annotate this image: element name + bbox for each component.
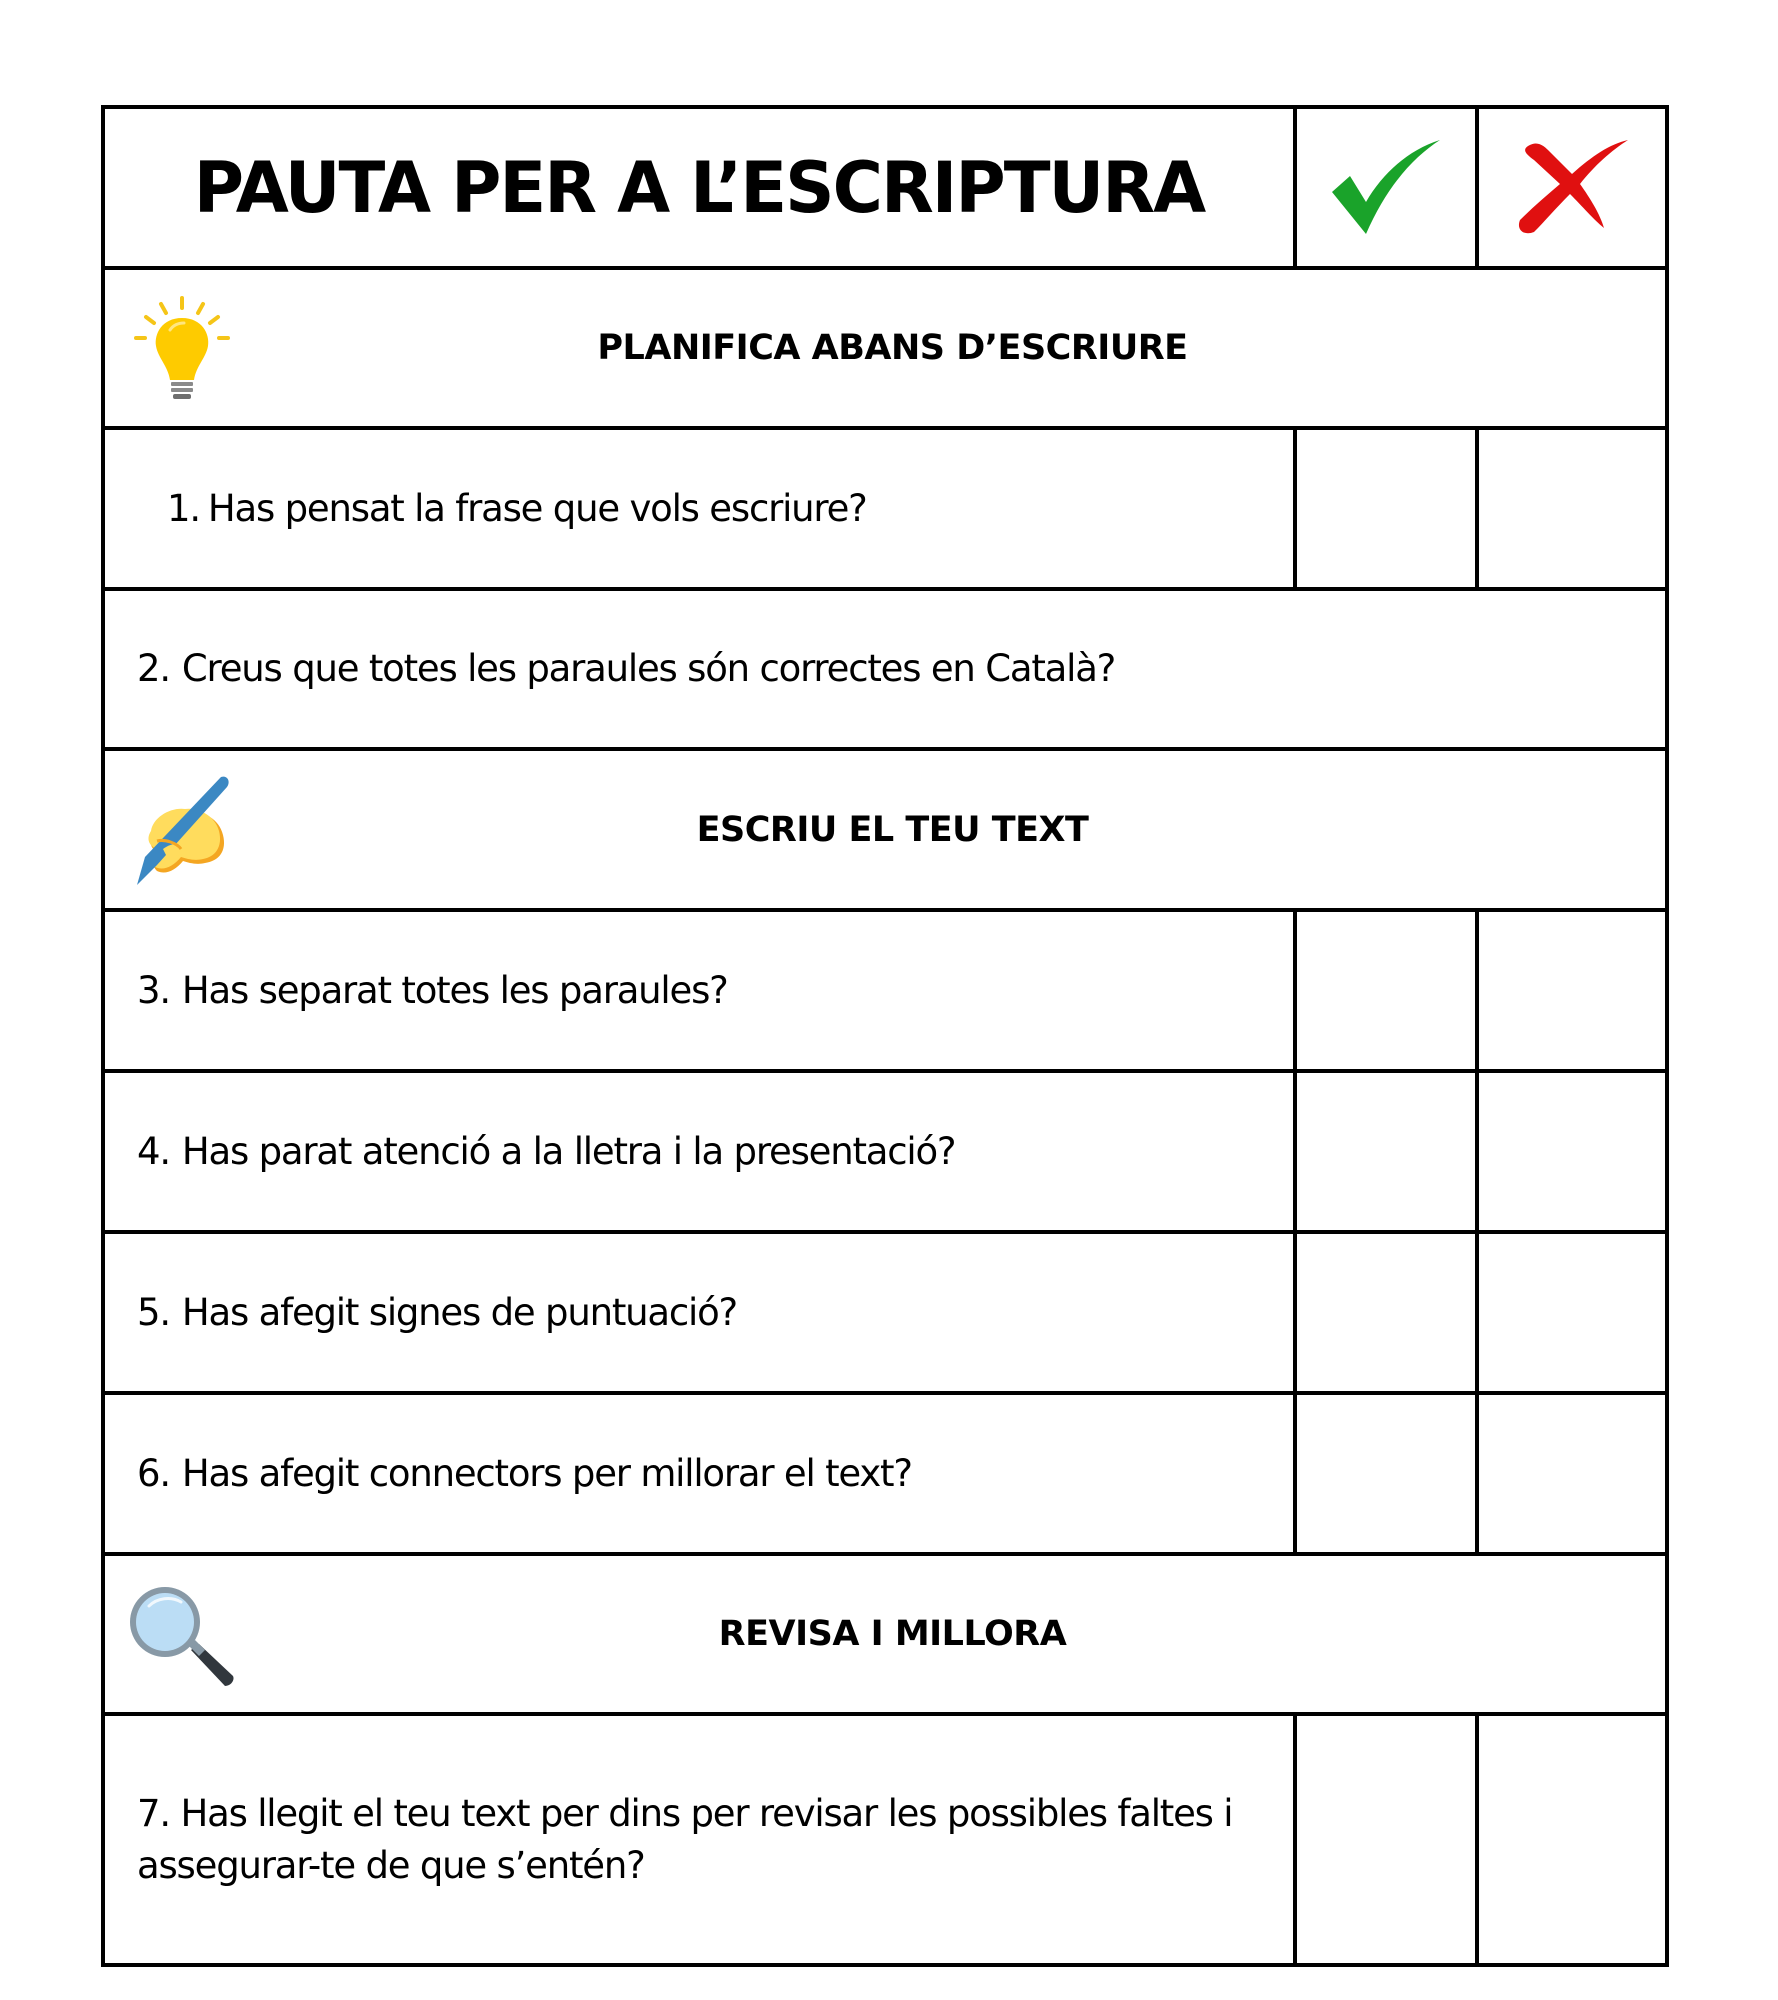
section-heading-write: [105, 751, 1665, 908]
yes-checkbox[interactable]: [1297, 912, 1475, 1069]
checklist-item: [105, 1234, 1293, 1391]
item-number: 7.: [137, 1791, 170, 1835]
item-text: Has afegit connectors per millorar el text?: [181, 1451, 912, 1495]
table-border-bottom: [101, 1963, 1669, 1967]
checklist-item: [105, 430, 1293, 587]
item-text-full: [137, 1788, 1273, 1892]
item-number: 6.: [137, 1451, 170, 1495]
item-number: 2.: [137, 647, 170, 690]
section-heading-review: [105, 1556, 1665, 1712]
no-checkbox[interactable]: [1479, 1234, 1665, 1391]
no-checkbox[interactable]: [1479, 430, 1665, 587]
yes-checkbox[interactable]: [1297, 1234, 1475, 1391]
item-number: 1.: [167, 486, 200, 530]
item-number: 4.: [137, 1129, 170, 1173]
yes-checkbox[interactable]: [1297, 1073, 1475, 1230]
table-border-right: [1665, 105, 1669, 1967]
no-checkbox[interactable]: [1479, 1395, 1665, 1552]
no-checkbox[interactable]: [1479, 912, 1665, 1069]
item-text: Creus que totes les paraules són correctes en Català?: [181, 647, 1116, 690]
page-title: PAUTA PER A L’ESCRIPTURA: [193, 146, 1205, 229]
item-text: Has afegit signes de puntuació?: [181, 1290, 737, 1334]
yes-checkbox[interactable]: [1297, 430, 1475, 587]
section-heading-label: ESCRIU EL TEU TEXT: [696, 809, 1089, 850]
no-checkbox[interactable]: [1479, 1716, 1665, 1963]
checklist-item: [105, 1073, 1293, 1230]
item-text: Has pensat la frase que vols escriure?: [207, 486, 867, 530]
yes-checkbox[interactable]: [1297, 591, 1475, 747]
checklist-item: [105, 912, 1293, 1069]
item-text: Has separat totes les paraules?: [181, 968, 728, 1012]
item-text: Has parat atenció a la lletra i la presentació?: [181, 1129, 956, 1173]
cross-icon: [1514, 138, 1630, 238]
no-checkbox[interactable]: [1479, 1073, 1665, 1230]
checklist-item: [105, 1395, 1293, 1552]
checklist-item: [105, 1716, 1293, 1963]
item-text: Has llegit el teu text per dins per revisar les possibles faltes i assegurar-te de que s’entén?: [137, 1791, 1233, 1887]
header-no-column: [1479, 109, 1665, 266]
check-icon: [1330, 140, 1442, 236]
yes-checkbox[interactable]: [1297, 1395, 1475, 1552]
header-yes-column: [1297, 109, 1475, 266]
item-number: 5.: [137, 1290, 170, 1334]
checklist-item: [105, 591, 1293, 747]
item-number: 3.: [137, 968, 170, 1012]
section-heading-label: PLANIFICA ABANS D’ESCRIURE: [597, 328, 1188, 368]
no-checkbox[interactable]: [1479, 591, 1665, 747]
yes-checkbox[interactable]: [1297, 1716, 1475, 1963]
section-heading-label: REVISA I MILLORA: [718, 1614, 1067, 1654]
section-heading-plan: [105, 270, 1665, 426]
